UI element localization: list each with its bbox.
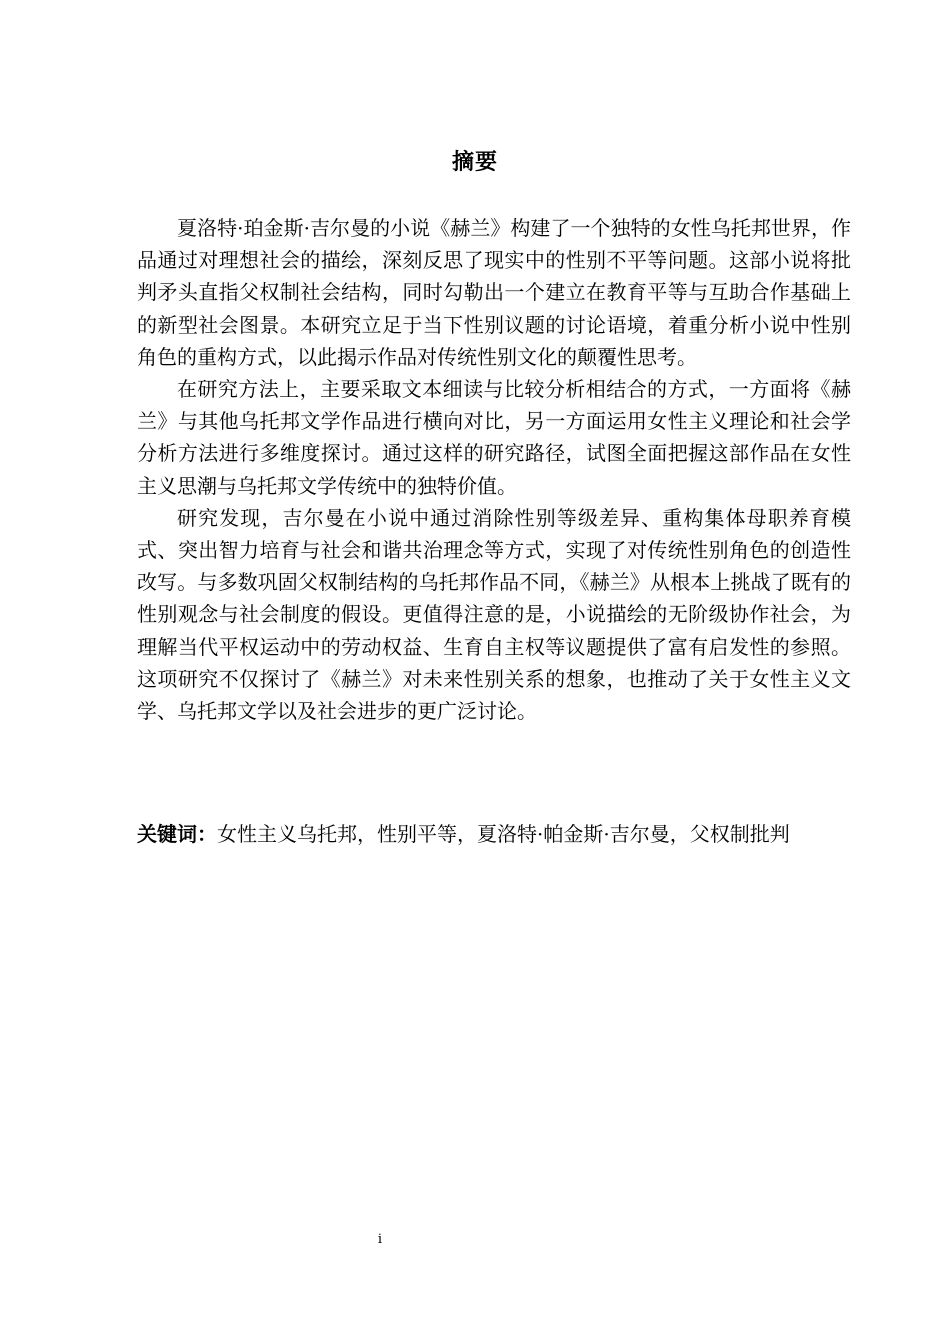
abstract-body: [137, 212, 851, 727]
abstract-title: 摘要: [451, 150, 498, 175]
keywords-label: 关键词：: [137, 822, 217, 846]
keywords-line: [137, 819, 851, 849]
abstract-paragraph-2: 在研究方法上，主要采取文本细读与比较分析相结合的方式，一方面将《赫兰》与其他乌托邦文学作品进行横向对比，另一方面运用女性主义理论和社会学分析方法进行多维度探讨。通过这样的研究路径，试图全面把握这部作品在女性主义思潮与乌托邦文学传统中的独特价值。: [137, 377, 851, 498]
keywords-text: 女性主义乌托邦，性别平等，夏洛特·帕金斯·吉尔曼，父权制批判: [217, 822, 790, 846]
page-number: i: [377, 1232, 383, 1247]
abstract-paragraph-3: 研究发现，吉尔曼在小说中通过消除性别等级差异、重构集体母职养育模式、突出智力培育与社会和谐共治理念等方式，实现了对传统性别角色的创造性改写。与多数巩固父权制结构的乌托邦作品不同，《赫兰》从根本上挑战了既有的性别观念与社会制度的假设。更值得注意的是，小说描绘的无阶级协作社会，为理解当代平权运动中的劳动权益、生育自主权等议题提供了富有启发性的参照。这项研究不仅探讨了《赫兰》对未来性别关系的想象，也推动了关于女性主义文学、乌托邦文学以及社会进步的更广泛讨论。: [137, 505, 851, 724]
abstract-paragraph-1: 夏洛特·珀金斯·吉尔曼的小说《赫兰》构建了一个独特的女性乌托邦世界，作品通过对理想社会的描绘，深刻反思了现实中的性别不平等问题。这部小说将批判矛头直指父权制社会结构，同时勾勒出一个建立在教育平等与互助合作基础上的新型社会图景。本研究立足于当下性别议题的讨论语境，着重分析小说中性别角色的重构方式，以此揭示作品对传统性别文化的颠覆性思考。: [137, 216, 851, 369]
